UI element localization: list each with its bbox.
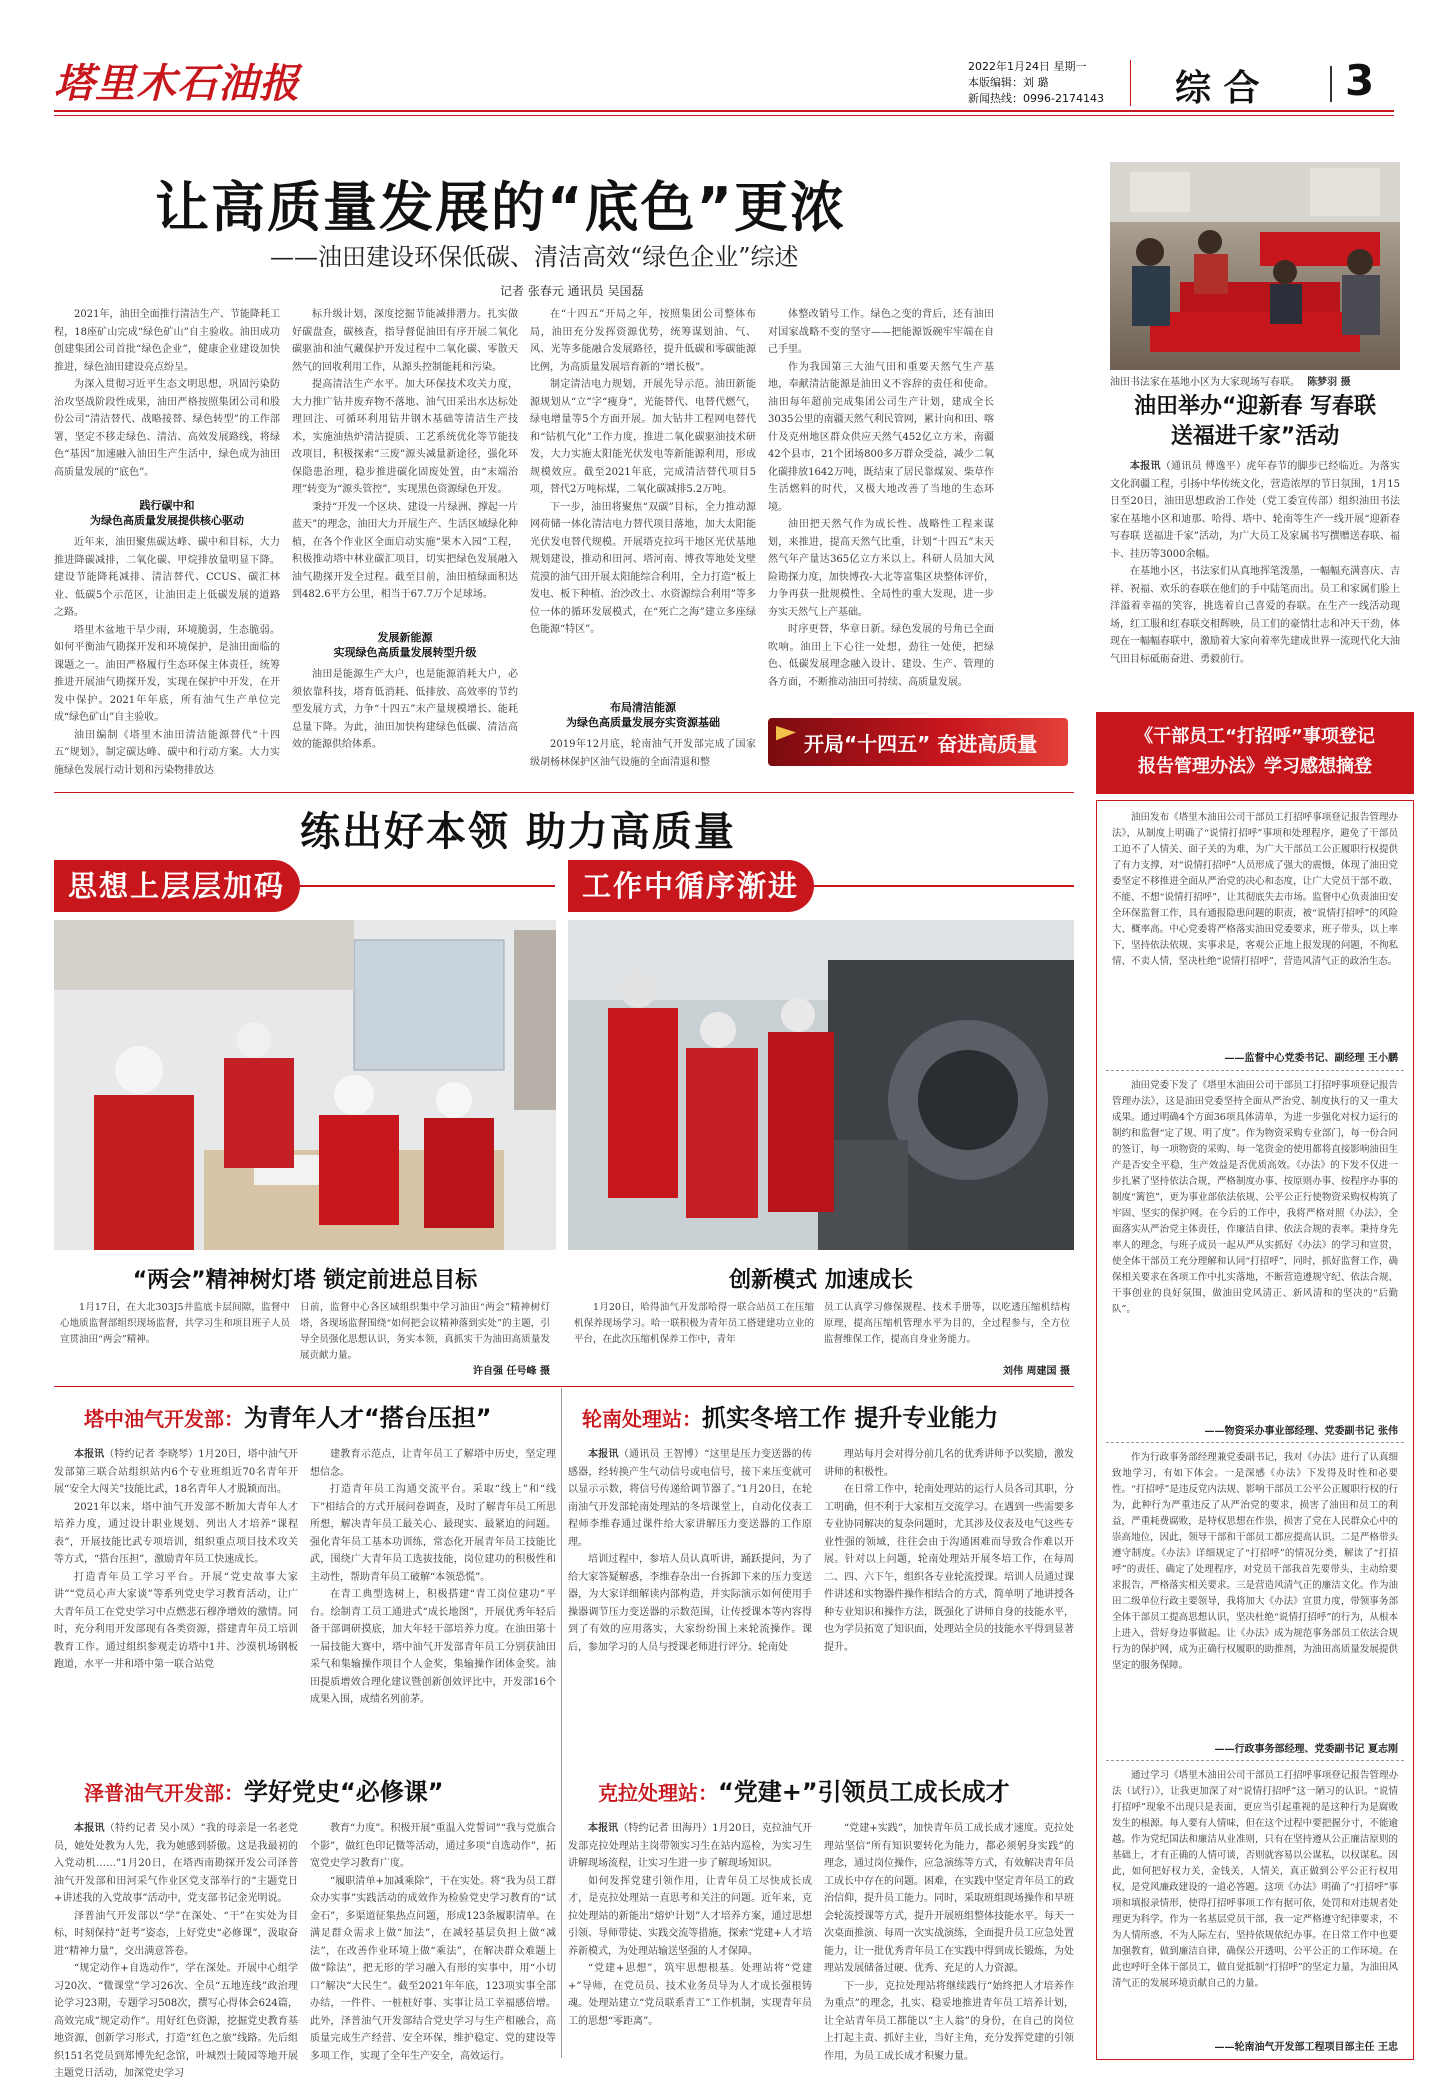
report-text: “党建+思想”，筑牢思想根基。处理站将“党建+”导师，在党员员、技术业务员导为人才成长强根铸魂。处理站建立“党员联系青工”工作机制，实现青年员工的思想“零距离”。	[568, 1963, 812, 2027]
kela-title	[568, 1770, 1074, 1814]
lead-column-2	[292, 306, 518, 600]
photo-credit: 陈梦羽 摄	[1307, 377, 1351, 388]
lead-paragraph: 标升级计划，深度挖掘节能减排潜力。扎实做好碳盘查，碳核查，指导督促油田有序开展二氧化碳驱油和油气藏保护开发过程中二氧化碳、零散天然气的回收利用工作，从源头控制能耗和污染。	[292, 309, 518, 373]
compressor-photo-caption-2	[824, 1300, 1070, 1360]
lead-paragraph: 在“十四五”开局之年，按照集团公司整体布局，油田充分发挥资源优势，统筹谋划油、气、风、光等多能融合发展路径，提升低碳和零碳能源比例，为高质量发展培育新的“增长极”。	[530, 309, 756, 373]
reflection-author-4: ——轮南油气开发部工程项目部主任 王忠	[1214, 2042, 1398, 2053]
subhead-line: 为绿色高质量发展夯实资源基础	[566, 716, 720, 729]
page-number: 3	[1345, 56, 1375, 105]
tazhong-col-1	[54, 1446, 298, 1750]
report-text: 打造青年员工沟通交流平台。采取“线上”和“线下”相结合的方式开展问卷调查，及时了解青年员工所思所想，解决青年员工最关心、最现实、最紧迫的问题。强化青年员工基本功训练，常态化开展青年员工技能比武，围绕广大青年员工选拔技能，岗位建功的积极性和主动性，帮助青年员工破解“本领恐慌”。	[310, 1484, 556, 1583]
report-text: 2021年以来，塔中油气开发部不断加大青年人才培养力度，通过设计职业规划、列出人才培养“课程表”，开展技能比武专项培训，组织重点项目技术攻关等方式，“搭台压担”，激励青年员工快速成长。	[54, 1501, 298, 1565]
report-text: （通讯员 傅逸平）虎年春节的脚步已经临近。为落实文化润疆工程，引扬中华传统文化，营造浓厚的节日氛围，1月15日至20日，油田思想政治工作处（党工委宣传部）组织油田书法家在基地小区和迪那、哈得、塔中、轮南等生产一线开展“迎新春 写春联 送福进千家”活动，为广大员工及家属书写撰赠送春联、福卡、挂历等3000余幅。	[1110, 461, 1401, 560]
lead-paragraph: 制定清洁电力规划，开展先导示范。油田新能源规划从“立”字“瘦身”，光能替代、电替代燃气，绿电增量等5个方面开展。加大钻井工程网电替代和“钻机气化”工作力度，推进二氧化碳驱油技术研发，大力实施太阳能光伏发电等新能源利用，形成规模效应。截至2021年底，完成清洁替代项目5项，替代2万吨标煤，二氧化碳减排5.2万吨。	[530, 379, 756, 495]
compressor-photo-title: 创新模式 加速成长	[729, 1268, 913, 1293]
spring-couplet-photo	[1110, 162, 1400, 370]
lower-headline: 练出好本领 助力高质量	[300, 809, 736, 855]
reflection-author-2: ——物资采办事业部经理、党委副书记 张伟	[1204, 1426, 1398, 1437]
subhead-line: 实现绿色高质量发展转型升级	[333, 646, 477, 659]
report-text: 在基地小区，书法家们从真地挥笔泼墨，一幅幅充满喜庆、吉祥、祝福、欢乐的春联在他们的手中陆笔而出。员工和家属们脸上洋溢着幸福的笑容，挑选着自己喜爱的春联。在生产一线活动现场，红工服和红春联交相辉映，员工们的豪情壮志和冲天干劲，体现在一幅幅春联中，激励着大家向着率先建成世界一流现代化大油气田目标砥砺奋进、勇毅前行。	[1110, 566, 1400, 665]
news-hotline: 新闻热线：0996-2174143	[968, 92, 1104, 105]
unit-prefix: 轮南处理站：	[582, 1407, 702, 1431]
subhead-line: 践行碳中和	[139, 499, 195, 512]
report-text: “党建+实践”，加快青年员工成长成才速度。克拉处理站坚信“所有知识要转化为能力，都必须躬身实践”的理念，通过岗位操作，应急演练等方式，有效解决青年员工成长中存在的问题。困难，在实践中坚定青年员工的政治信仰，提升员工能力。同时，采取班组现场操作和早班会轮流授课等方式，提升开展班组整体技能水平。每天一次桌面推演、每周一次实战演练，全面提升员工应急处置能力，让一批优秀青年员工在实践中得到成长锻炼，为处理站发展储备过硬、优秀、充足的人力资源。	[824, 1823, 1074, 1974]
report-text: 教育“力度”。积极开展“重温入党誓词”“我与党旗合个影”，做红色印记微等活动，通过多项“自选动作”，拓宽党史学习教育广度。	[310, 1823, 556, 1869]
lead-paragraph: 提高清洁生产水平。加大环保技术攻关力度，大力推广钻井废弃物不落地、油气田采出水达标处理回注、可循环利用钻井钢木基础等清洁生产技术，实施油热炉清洁提质、工艺系统优化等节能技改项目，积极探索“三废”源头减量新途径，强化环保隐患治理，稳步推进碳化固废处置，由“末端治理”转变为“源头管控”，实现黑色资源绿色开发。	[292, 379, 518, 495]
meeting-photo-caption-1	[60, 1300, 290, 1376]
paper-name-logo: 塔里木石油报	[54, 60, 300, 107]
article-title: 为青年人才“搭台压担”	[244, 1404, 492, 1432]
report-text: 如何发挥党建引领作用，让青年员工尽快成长成才，是克拉处理站一直思考和关注的问题。近年来，克拉处理站的新能出“熔炉计划”人才培养方案，通过思想引领、导师带徒、实践交流等措施，探索“党建+人才培养新模式，为处理站输送坚强的人才保障。	[568, 1875, 812, 1957]
meeting-photo-art	[54, 920, 556, 1250]
lunnan-col-2	[824, 1446, 1074, 1746]
spring-festival-body	[1110, 458, 1400, 688]
reflection-author-1: ——监督中心党委书记、副经理 王小鹏	[1224, 1053, 1398, 1064]
reflection-author-3: ——行政事务部经理、党委副书记 夏志刚	[1214, 1744, 1398, 1755]
report-text: （特约记者 吴小凤）“我的母亲是一名老党员，她处处教为人先，我为她感到骄傲。这是我最初的入党动机……”1月20日，在塔西南勘探开发公司泽普油气开发部和田河采气作业区党支部举行的“主题党日+讲述我的入党故事”活动中，党支部书记金光明说。	[54, 1823, 298, 1904]
report-text: 在青工典型选树上，积极搭建“青工岗位建功”平台。绘制青工员工通进式“成长地图”，开展优秀年轻后备干部调研摸底，加大年轻干部培养力度。在油田第十一届技能大赛中，塔中油气开发部青年员工分别获油田采气和集输操作项目个人金奖，集输操作团体金奖。油田提质增效合理化建议暨创新创效评比中，开发部16个成果入围，成绩名列前茅。	[310, 1589, 556, 1705]
compressor-photo	[568, 920, 1074, 1250]
lead-paragraph: 作为我国第三大油气田和重要天然气生产基地，奉献清洁能源是油田义不容辞的责任和使命。油田每年超前完成集团公司生产计划，建成全长3035公里的南疆天然气利民管网，累计向和田、喀什及克州地区群众供应天然气452亿立方米，南疆42个县市，21个团场800多万群众受益，减少二氧化碳排放1642万吨，既结束了居民靠煤炭、柴草作生活燃料的时代，又极大地改善了当地的生态环境。	[768, 361, 994, 513]
lead-subhead-1	[54, 498, 280, 528]
reflection-divider	[1106, 1760, 1404, 1761]
lead-headline: 让高质量发展的“底色”更浓	[155, 176, 846, 239]
reflections-title-line: 报告管理办法》学习感想摘登	[1138, 756, 1372, 777]
banner-right: 工作中循序渐进	[568, 860, 814, 912]
reflections-title-box	[1096, 712, 1414, 794]
unit-prefix: 克拉处理站：	[598, 1781, 718, 1805]
reflection-text: 作为行政事务部经理兼党委副书记，我对《办法》进行了认真细致地学习，有如下体会。一是深感《办法》下发得及时性和必要性。“打招呼”是违反党内法规、影响干部员工公平公正履职行权的行为，此种行为严重违反了从严治党的要求，损害了油田和员工的利益，严重耗费腐败，是特权思想在作祟，损害了党在人民群众心中的崇高地位，因此，领导干部和干部员工都应提高认识。二是严格带头遵守制度。《办法》详细规定了“打招呼”的情况分类，解读了“打招呼”的责任、确定了处理程序，对党员干部我首先要带头，主动给要求报告，严格落实相关要求。三是营造风清气正的廉洁文化。作为油田二级单位行政主要领导，我将加大《办法》宣贯力度，带领事务部全体干部员工提高思想认识，坚决杜绝“说情打招呼”的行为，从根本上进入，营好身边事做起。让《办法》成为规范事务部员工依法合规行为的保护网，成为正确行权履职的助推剂，为油田高质量发展提供坚定的服务保障。	[1112, 1452, 1398, 1671]
reflections-title-line: 《干部员工“打招呼”事项登记	[1135, 726, 1375, 747]
report-lead: 本报讯	[74, 1449, 105, 1460]
kela-col-1	[568, 1820, 812, 2058]
lead-paragraph: 时序更替，华章日新。绿色发展的号角已全面吹响。油田上下心往一处想，劲往一处使，把绿色、低碳发展理念融入设计、建设、生产、管理的各方面，不断推动油田可持续、高质量发展。	[768, 624, 994, 688]
lead-column-2b	[292, 666, 518, 766]
headline-line: 送福进千家”活动	[1170, 424, 1340, 449]
section-name: 综 合	[1175, 67, 1260, 109]
lead-paragraph: 油田编制《塔里木油田清洁能源替代“十四五”规划》，制定碳达峰、碳中和行动方案。大力实施绿色发展行动计划和污染物排放达	[54, 729, 280, 776]
report-text: （特约记者 田海丹）1月20日，克拉油气开发部克拉处理站主岗带领实习生在站内巡检，为实习生讲解现场流程，让实习生进一步了解现场知识。	[568, 1823, 813, 1869]
meeting-photo-credit: 许自强 任号峰 摄	[473, 1366, 550, 1377]
zepu-col-2	[310, 1820, 556, 2062]
lead-byline: 记者 张春元 通讯员 吴国磊	[500, 284, 644, 298]
lead-subhead-2	[292, 630, 518, 660]
report-lead: 本报讯	[588, 1823, 619, 1834]
report-text: 在日常工作中，轮南处理站的运行人员各司其职，分工明确，但不利于大家相互交流学习。在遇到一些需要多专业协同解决的复杂问题时，尤其涉及仪表及电气这些专业性强的领域，往往会由于沟通困难而导致合作难以开展。针对以上问题，轮南处理站开展冬培工作，在每周二、四、六下午，组织各专业轮流授课。培训人员通过课件讲述和实物器件操作相结合的方式，简单明了地讲授各种专业知识和操作方法，既强化了讲师自身的技能水平，也为学员拓宽了知识面，处理站全员的技能水平得到显著提升。	[824, 1484, 1074, 1653]
caption-text: 日前，监督中心各区域组织集中学习油田“两会”精神树灯塔，各现场监督围绕“如何把会议精神落到实处”的主题，引导全员强化思想认识，务实本领，真抓实干为油田高质量发展贡献力量。	[300, 1302, 550, 1361]
photo-caption	[1110, 373, 1400, 388]
unit-prefix: 泽普油气开发部：	[84, 1781, 244, 1805]
meeting-photo-title: “两会”精神树灯塔 锁定前进总目标	[132, 1268, 478, 1293]
lead-paragraph: 塔里木盆地干旱少雨，环境脆弱，生态脆弱。如何平衡油气勘探开发和环境保护，是油田面临的课题之一。油田严格履行生态环保主体责任，统筹推进开展油气勘探开发，实现在保护中开发，在开发中保护。2021年年底，所有油气生产单位完成“绿色矿山”自主验收。	[54, 624, 280, 723]
report-text: 下一步，克拉处理站将继续践行“始终把人才培养作为重点”的理念，扎实、稳妥地推进青年员工培养计划，让全站青年员工都能以“主人翁”的身份，在自己的岗位上打起主责、抓好主业，当好主角，充分发挥党建的引领作用，为员工成长成才积聚力量。	[824, 1980, 1074, 2062]
lead-paragraph: 油田把天然气作为成长性、战略性工程来谋划，来推进，提高天然气比重，计划“十四五”末天然气年产量达365亿立方米以上。科研人员加大风险勘探力度，加快博孜-大北等富集区块整体评价，力争再获一批规模性、全局性的重大发现，进一步夯实天然气上产基础。	[768, 519, 994, 618]
article-title: “党建+”引领员工成长成才	[718, 1778, 1010, 1806]
lead-paragraph: 秉持“开发一个区块、建设一片绿洲、撑起一片蓝天”的理念，油田大力开展生产、生活区域绿化种植，在各个作业区全面启动实施“果木入园”工程，积极推动塔中林业碳汇项目，切实把绿色发展融入油气勘探开发全过程。截至目前，油田植绿面积达到482.6平方公里，相当于67.7万个足球场。	[292, 501, 518, 600]
reflection-text: 油田发布《塔里木油田公司干部员工打招呼事项登记报告管理办法》，从制度上明确了“说情打招呼”事项和处理程序，避免了干部员工迫不了人情关、面子关的为难，为广大干部员工公正履职行权提供了有力支撑，对“说情打招呼”人员形成了强大的震慑，体现了油田党委坚定不移推进全面从严治党的决心和态度，让广大党员干部不敢、不能、不想“说情打招呼”，让其彻底失去市场。监督中心负责油田安全环保监督工作，具有通报隐患问题的职责，被“说情打招呼”的风险大、概率高。中心党委将严格落实油田党委要求，班子带头，以上率下，坚持依法依规、实事求是，客观公正地上报发现的问题，不徇私情、不卖人情，坚决杜绝“说情打招呼”，营造风清气正的政治生态。	[1112, 812, 1398, 967]
lead-paragraph: 下一步，油田将聚焦“双碳”目标，全力推动源网荷储一体化清洁电力替代项目落地，加大太阳能光伏发电替代规模。开展塔克拉玛干地区光伏基地规划建设，推动和田河、塔河南、博孜等地处戈壁荒漠的油气田开展太阳能综合利用，全力打造“板上发电、板下种植、治沙改土、水资源综合利用”等多位一体的循环发展模式，在“死亡之海”建立多座绿色能源“特区”。	[530, 501, 756, 635]
reflection-item-1	[1112, 810, 1398, 1048]
masthead-rule-thin	[54, 115, 1394, 116]
headline-line: 油田举办“迎新春 写春联	[1133, 394, 1377, 419]
article-title: 抓实冬培工作 提升专业能力	[702, 1404, 999, 1432]
zepu-col-1	[54, 1820, 298, 2079]
lead-column-3b	[530, 736, 756, 786]
section-divider	[1330, 66, 1332, 102]
reflection-divider	[1106, 1070, 1404, 1071]
badge-14th-five-year	[768, 718, 1068, 766]
banner-left-line	[300, 885, 555, 887]
tazhong-col-2	[310, 1446, 556, 1750]
reflection-item-2	[1112, 1078, 1398, 1418]
reflection-item-3	[1112, 1450, 1398, 1736]
masthead-divider	[1130, 60, 1131, 106]
report-text: 理站每月会对得分前几名的优秀讲师予以奖励，激发讲师的积极性。	[824, 1449, 1074, 1478]
lunnan-title	[568, 1396, 1074, 1440]
compressor-photo-credit: 刘伟 周建国 摄	[1003, 1366, 1070, 1377]
report-lead: 本报讯	[74, 1823, 105, 1834]
meeting-photo	[54, 920, 556, 1250]
tazhong-title	[54, 1396, 556, 1440]
caption-text: 1月17日，在大北303J5井监底卡层间隙，监督中心地质监督部组织现场监督，共学习生和项目班子人员宣贯油田“两会”精神。	[60, 1302, 290, 1345]
spring-festival-headline	[1110, 392, 1400, 452]
banner-right-line	[814, 885, 1074, 887]
spring-couplet-photo-art	[1110, 162, 1400, 370]
unit-prefix: 塔中油气开发部：	[84, 1407, 244, 1431]
lead-column-4	[768, 306, 994, 702]
report-lead: 本报讯	[1130, 461, 1161, 472]
reflection-text: 油田党委下发了《塔里木油田公司干部员工打招呼事项登记报告管理办法》，这是油田党委坚持全面从严治党、制度执行的又一重大成果。通过明确4个方面36项具体清单，为进一步强化对权力运行的制约和监督“定了规、明了度”。作为物资采购专业部门，每一份合同的签订，每一项物资的采购、每一笔资金的使用都将直接影响油田生产是否安全平稳，生产效益是否优质高效。《办法》的下发不仅进一步扎紧了坚持依法合规，严格制度办事、按原则办事、按程序办事的制度“篱笆”，更为事业部依法依规、公平公正行使物资采购权构筑了牢固、坚实的保护网。在今后的工作中，我将严格对照《办法》，全面落实从严治党主体责任，作廉洁自律、依法合规的表率。秉持身先率人的理念，与班子成员一起从严从实抓好《办法》的学习和宣贯，使全体干部员工充分理解和认同“打招呼”，同时，抓好监督工作，确保相关要求在各项工作中扎实落地，不断营造遵规守纪、依法合规、干事创业的良好氛围，做油田党风清正、新风清和的坚决的“后勤队”。	[1112, 1080, 1398, 1315]
page-editor: 本版编辑：刘 璐	[968, 76, 1049, 89]
report-text: （通讯员 王智博）“这里是压力变送器的传感器，经转换产生气动信号或电信号，接下来压变就可以显示示数，将信号传递给调节器了。”1月20日，在轮南油气开发部轮南处理站的冬培课堂上，自动化仪表工程师李维春通过课件给大家讲解压力变送器的工作原理。	[568, 1449, 812, 1548]
lead-paragraph: 为深入贯彻习近平生态文明思想，巩固污染防治攻坚战阶段性成果，油田严格按照集团公司和股份公司“清洁替代、战略接替、绿色转型”的工作部署，坚定不移走绿色、清洁、高效发展路线，将绿色“基因”加速融入油田生产生活中，绿色成为油田高质量发展的“底色”。	[54, 379, 280, 478]
caption-text: 1月20日，哈得油气开发部哈得一联合站员工在压缩机保养现场学习。哈一联积极为青年员工搭建建功立业的平台，在此次压缩机保养工作中，青年	[574, 1302, 814, 1345]
report-text: 建教育示范点，让青年员工了解塔中历史，坚定理想信念。	[310, 1449, 556, 1478]
article-title: 学好党史“必修课”	[244, 1778, 444, 1806]
subhead-line: 发展新能源	[377, 631, 433, 644]
subhead-line: 布局清洁能源	[610, 701, 676, 714]
badge-flag-icon	[776, 726, 796, 758]
reflection-text: 通过学习《塔里木油田公司干部员工打招呼事项登记报告管理办法（试行）》，让我更加深了对“说情打招呼”这一陋习的认识。“说情打招呼”现象不出现只是表面，更应当引起重视的是这种行为是腐败发生的根源。每人要有人情味，但在这个过程中要把握分寸，不能逾越。作为党纪国法和廉洁从业准则，只有在坚持遵从公正廉洁原则的基础上，才有正确的人情可谈，否则就容易以公谋私，以权谋私。因此，如何把好权力关，金钱关，人情关，真正做到公平公正行权用权，是党风廉政建设的一道必答题。这项《办法》明确了“打招呼”事项和填报录情形，使得打招呼事项工作有据可依，处罚和对违规者处理更为科学。作为一名基层党员干部，我一定严格遵守纪律要求，不为人情所惑，不为人际左右，坚持依规依纪办事。在日常工作中也要加强教育，做到廉洁自律，确保公开透明、公平公正的工作环境。在此也呼吁全体干部员工，做自觉抵制“打招呼”的坚定力量，为油田风清气正的发展环境贡献自己的力量。	[1112, 1770, 1398, 1989]
reflection-divider	[1106, 1442, 1404, 1443]
reflection-item-4	[1112, 1768, 1398, 2038]
compressor-photo-caption-1	[574, 1300, 814, 1376]
report-text: “履职清单+加减乘除”，干在实处。将“我为员工群众办实事”实践活动的成效作为检验党史学习教育的“试金石”，多渠道征集热点问题，形成123条履职清单。在满足群众需求上做“加法”，在减轻基层负担上做“减法”，在改善作业环境上做“乘法”，在解决群众难题上做“除法”，把无形的学习融入有形的实事中，用“小切口”解决“大民生”。截至2021年年底，123项实事全部办结，一件件、一桩桩好事、实事让员工幸福感倍增。此外，泽普油气开发部结合党史学习与生产相融合，高质量完成生产经营、安全环保，维护稳定、党的建设等多项工作，实现了全年生产安全，高效运行。	[310, 1875, 556, 2062]
report-text: 泽普油气开发部以“学”在深处、“干”在实处为目标，时刻保持“赶考”姿态，上好党史“必修课”，汲取奋进“精神力量”，交出满意答卷。	[54, 1910, 298, 1957]
kela-col-2	[824, 1820, 1074, 2062]
photo-caption-text: 油田书法家在基地小区为大家现场写春联。	[1110, 377, 1300, 388]
lead-paragraph: 近年来，油田聚焦碳达峰、碳中和目标，大力推进降碳减排，二氧化碳、甲烷排放量明显下降。建设节能降耗减排、清洁替代、CCUS、碳汇林业、低碳5个示范区，让油田走上低碳发展的道路之路。	[54, 537, 280, 618]
lunnan-col-1	[568, 1446, 812, 1746]
lead-column-3	[530, 306, 756, 698]
report-lead: 本报讯	[588, 1449, 619, 1460]
banner-left: 思想上层层加码	[54, 860, 300, 912]
zepu-title	[54, 1770, 556, 1814]
masthead	[0, 0, 1449, 150]
caption-text: 员工认真学习修保规程、技术手册等，以吃透压缩机结构原理，提高压缩机管理水平为目的，全过程参与，全方位监督维保工作，提高自身业务能力。	[824, 1302, 1070, 1345]
column-divider	[561, 1388, 562, 2058]
lead-paragraph: 油田是能源生产大户，也是能源消耗大户，必须依靠科技，塔育低消耗、低排放、高效率的节约型发展方式，力争“十四五”末产量规模增长、能耗总量下降。为此，油田加快构建绿色低碳、清洁高效的能源供给体系。	[292, 669, 518, 750]
report-text: 打造青年员工学习平台。开展“党史故事大家讲”“党员心声大家谈”等系列党史学习教育活动，让广大青年员工在党史学习中点燃悲石穆净增效的激情。同时，充分利用开发部现有各类资源，搭建青年员工培训教育工作。通过组织参观走访塔中1井、沙漠机场钢板跑道，水平一井和塔中第一联合站党	[54, 1571, 298, 1670]
issue-date: 2022年1月24日 星期一	[968, 60, 1087, 73]
lead-paragraph: 2019年12月底，轮南油气开发部完成了国家级胡杨林保护区油气设施的全面清退和整	[530, 739, 756, 768]
lead-paragraph: 2021年，油田全面推行清洁生产、节能降耗工程，18座矿山完成“绿色矿山”自主验收。油田成功创建集团公司首批“绿色企业”，健康企业建设加快推进，绿色油田建设亮点纷呈。	[54, 309, 280, 373]
lead-paragraph: 体整改销号工作。绿色之变的背后，还有油田对国家战略不变的坚守——把能源饭碗牢牢端在自己手里。	[768, 309, 994, 355]
lead-column-1b	[54, 534, 280, 776]
compressor-photo-art	[568, 920, 1074, 1250]
report-text: （特约记者 李晓琴）1月20日，塔中油气开发部第三联合站组织站内6个专业班组近70名青年开展“安全大闯关”技能比武，18名青年人才脱颖而出。	[54, 1449, 299, 1495]
lead-subhead-3	[530, 700, 756, 730]
subhead-line: 为绿色高质量发展提供核心驱动	[90, 514, 244, 527]
report-text: “规定动作+自选动作”，学在深处。开展中心组学习20次、“微课堂”学习26次、全员“五地连线”政治理论学习23期，专题学习508次，撰写心得体会624篇，高效完成“规定动作”。用好红色资源，挖掘党史教育基地资源，创新学习形式，打造“红色之旅”线路。先后组织151名党员到郑博先纪念馆，叶城烈士陵园等地开展主题党日活动，加深党史学习	[54, 1963, 298, 2079]
badge-text: 开局“十四五” 奋进高质量	[804, 732, 1038, 756]
lead-subheadline: ——油田建设环保低碳、清洁高效“绿色企业”综述	[270, 243, 799, 271]
report-text: 培训过程中，参培人员认真听讲，踊跃提问，为了给大家答疑解惑，李维春杂出一台拆卸下来的压力变送器，为大家详细解读内部构造，并实际演示如何使用手操器调节压力变送器的示数范围，让传授课本等内容得到了有效的应用落实，大家纷纷围上来轮流操作。课后，参加学习的人员与授课老师进行评分。轮南处	[568, 1554, 812, 1653]
meeting-photo-caption-2	[300, 1300, 550, 1360]
lower-section-rule	[54, 792, 1074, 793]
lower-divider	[54, 1386, 1074, 1387]
